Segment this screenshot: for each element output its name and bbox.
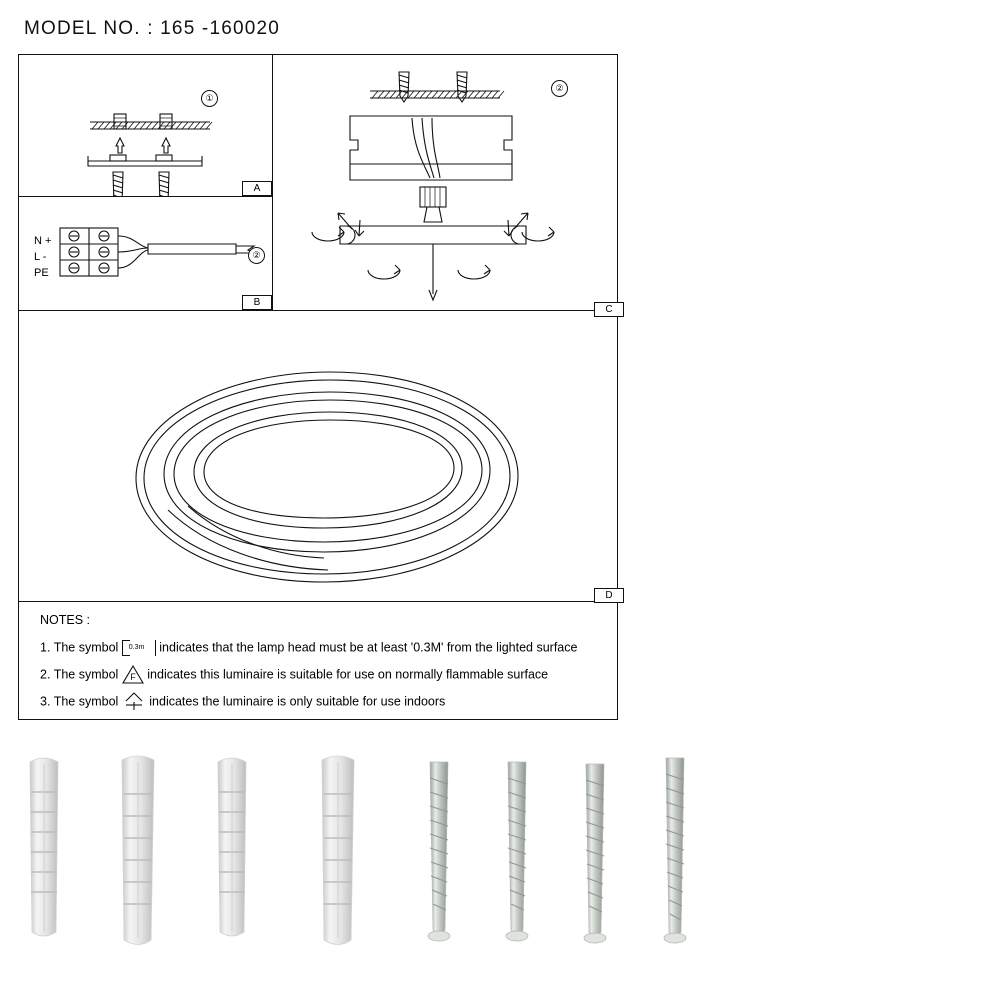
terminal-label-n: N + <box>34 235 52 247</box>
wall-plug-1 <box>30 758 58 936</box>
note-2-index: 2. <box>40 667 51 682</box>
wall-plug-2 <box>122 756 154 945</box>
screw-1 <box>428 762 450 941</box>
note-3-post: indicates the luminaire is only suitable for use indoors <box>149 694 446 709</box>
screw-2 <box>506 762 528 941</box>
note-item-3 <box>40 691 445 713</box>
min-distance-symbol <box>122 639 156 657</box>
terminal-labels <box>34 233 51 281</box>
note-1-post: indicates that the lamp head must be at least '0.3M' from the lighted surface <box>159 640 578 655</box>
screw-4 <box>664 758 686 943</box>
panel-tag-b: B <box>242 295 272 310</box>
terminal-label-pe: PE <box>34 267 49 279</box>
hardware-row <box>0 740 1000 970</box>
note-item-2 <box>40 665 548 685</box>
flammable-surface-symbol <box>122 665 144 685</box>
panel-tag-c: C <box>594 302 624 317</box>
svg-text:F: F <box>130 672 136 682</box>
panel-a-drawing <box>18 54 272 196</box>
notes-heading: NOTES : <box>40 613 91 627</box>
panel-c-step-number: ② <box>551 80 568 97</box>
panel-tag-d: D <box>594 588 624 603</box>
panel-d-drawing <box>18 310 618 601</box>
note-1-pre: The symbol <box>53 640 119 655</box>
divider-notes <box>18 601 618 602</box>
note-2-post: indicates this luminaire is suitable for use on normally flammable surface <box>147 667 549 682</box>
note-3-pre: The symbol <box>53 694 119 709</box>
panel-b-step-number: ② <box>248 247 265 264</box>
note-2-pre: The symbol <box>53 667 119 682</box>
screw-3 <box>584 764 606 943</box>
note-1-index: 1. <box>40 640 51 655</box>
wall-plug-4 <box>322 756 354 945</box>
terminal-label-l: L - <box>34 251 47 263</box>
panel-a-step-number: ① <box>201 90 218 107</box>
min-distance-symbol-label: 0.3m <box>128 644 145 651</box>
note-item-1 <box>40 639 577 657</box>
wall-plug-3 <box>218 758 246 936</box>
note-3-index: 3. <box>40 694 51 709</box>
page-title: MODEL NO. : 165 -160020 <box>24 18 281 39</box>
panel-tag-a: A <box>242 181 272 196</box>
panel-b-drawing <box>18 196 272 310</box>
indoor-use-symbol <box>122 691 146 713</box>
